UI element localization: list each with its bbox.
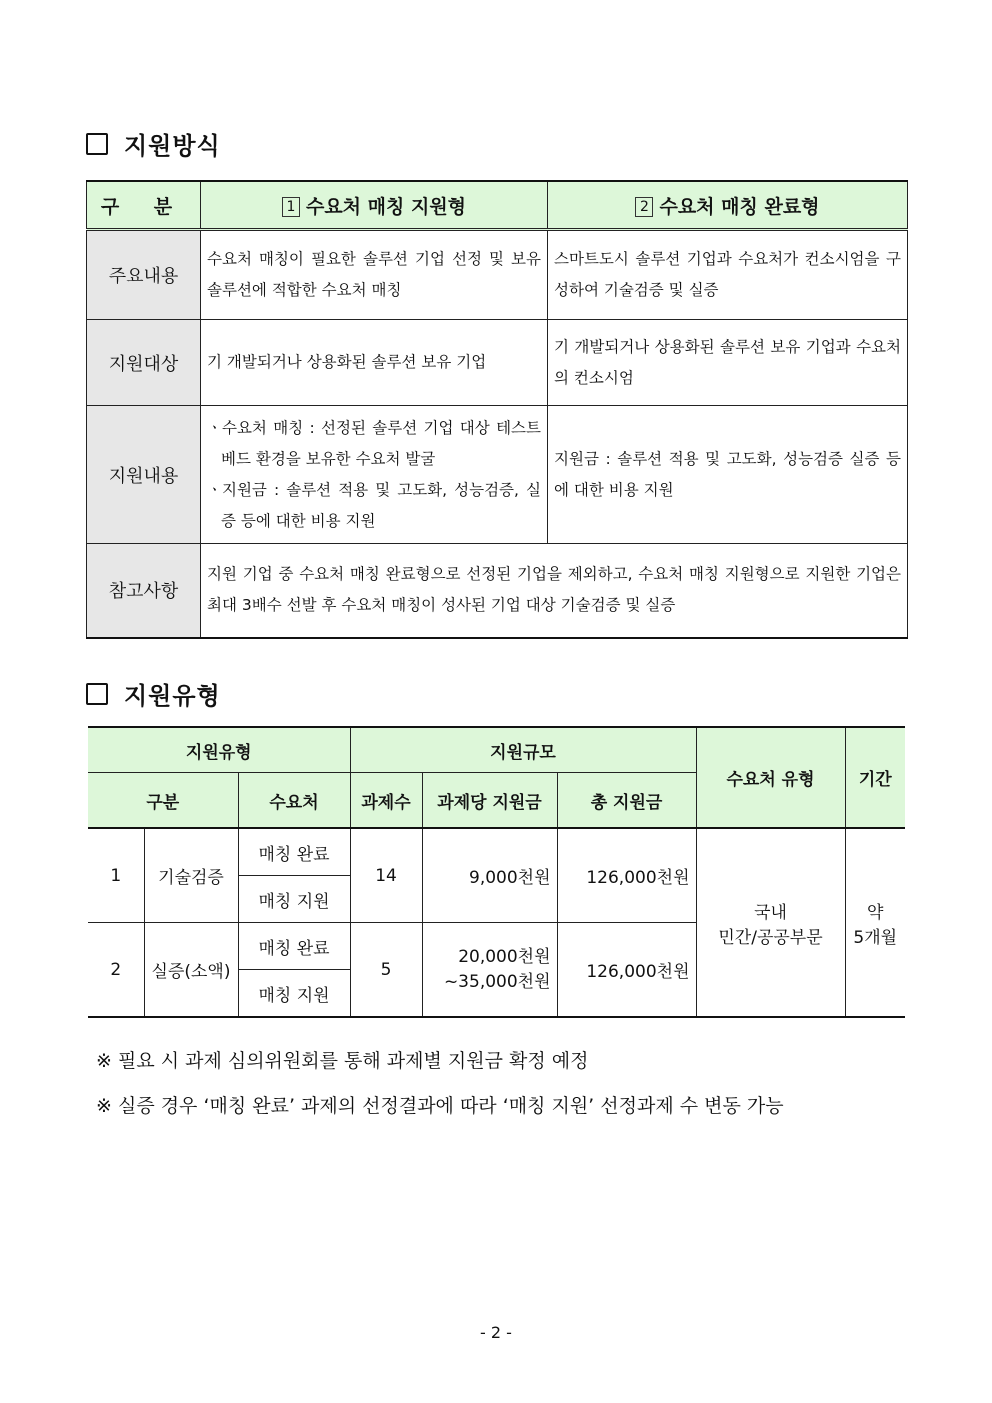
row-category: 실증(소액)	[144, 923, 238, 1018]
row-label: 지원내용	[87, 406, 201, 544]
section-heading-support-method	[86, 126, 221, 161]
header-category: 구분	[88, 773, 238, 829]
row-total: 126,000천원	[557, 923, 696, 1018]
period-value	[845, 828, 905, 1017]
note: ※ 필요 시 과제 심의위원회를 통해 과제별 지원금 확정 예정	[96, 1050, 589, 1072]
row-label: 주요내용	[87, 230, 201, 320]
bullet-item: ㆍ지원금 : 솔루션 적용 및 고도화, 성능검증, 실증 등에 대한 비용 지원	[207, 480, 541, 530]
demand-type-line: 민간/공공부문	[718, 927, 823, 948]
header-demand-type: 수요처 유형	[696, 727, 845, 828]
row-label: 지원대상	[87, 320, 201, 406]
row-number: 1	[88, 828, 144, 923]
section-title: 지원방식	[124, 132, 221, 160]
table-row	[87, 544, 908, 638]
support-type-table	[88, 726, 905, 1018]
section-title: 지원유형	[124, 682, 221, 710]
cell-col2: 스마트도시 솔루션 기업과 수요처가 컨소시엄을 구성하여 기술검증 및 실증	[548, 230, 908, 320]
table-row	[87, 406, 908, 544]
row-per-task: 9,000천원	[422, 828, 557, 923]
demand-type-value	[696, 828, 845, 1017]
row-total: 126,000천원	[557, 828, 696, 923]
page-number: - 2 -	[480, 1323, 512, 1342]
cell-merged: 지원 기업 중 수요처 매칭 완료형으로 선정된 기업을 제외하고, 수요처 매칭 지원형으로 지원한 기업은 최대 3배수 선발 후 수요처 매칭이 성사된 기업 대상 기술검증 및 실증	[201, 544, 908, 638]
row-sub: 매칭 완료	[238, 923, 350, 970]
row-per-task	[422, 923, 557, 1018]
period-line: 5개월	[853, 927, 898, 948]
cell-col1: 기 개발되거나 상용화된 솔루션 보유 기업	[201, 320, 548, 406]
per-task-line: 20,000천원	[458, 946, 551, 967]
section-heading-support-type	[86, 676, 221, 711]
row-sub: 매칭 지원	[238, 876, 350, 923]
header-label: 구 분	[87, 181, 201, 230]
number-box-icon: 1	[282, 197, 300, 217]
period-line: 약	[867, 902, 884, 923]
header-per-task: 과제당 지원금	[422, 773, 557, 829]
demand-type-line: 국내	[754, 902, 787, 923]
cell-col2: 지원금 : 솔루션 적용 및 고도화, 성능검증 실증 등에 대한 비용 지원	[548, 406, 908, 544]
checkbox-square-icon	[86, 133, 108, 155]
cell-col2: 기 개발되거나 상용화된 솔루션 보유 기업과 수요처의 컨소시엄	[548, 320, 908, 406]
table-header-row	[88, 727, 905, 773]
per-task-line: ~35,000천원	[443, 971, 551, 992]
row-task-count: 5	[350, 923, 422, 1018]
checkbox-square-icon	[86, 683, 108, 705]
cell-col1: 수요처 매칭이 필요한 솔루션 기업 선정 및 보유 솔루션에 적합한 수요처 매칭	[201, 230, 548, 320]
row-sub: 매칭 지원	[238, 970, 350, 1018]
row-number: 2	[88, 923, 144, 1018]
bullet-item: ㆍ수요처 매칭 : 선정된 솔루션 기업 대상 테스트베드 환경을 보유한 수요처 발굴	[207, 418, 541, 468]
row-sub: 매칭 완료	[238, 828, 350, 876]
number-box-icon: 2	[635, 197, 653, 217]
note: ※ 실증 경우 ‘매칭 완료’ 과제의 선정결과에 따라 ‘매칭 지원’ 선정과제 수 변동 가능	[96, 1095, 784, 1117]
table-header-row	[87, 181, 908, 230]
header-col1-text: 수요처 매칭 지원형	[305, 195, 467, 218]
header-support-scale: 지원규모	[350, 727, 696, 773]
header-col1	[201, 181, 548, 230]
table-row	[87, 230, 908, 320]
table-row	[88, 828, 905, 876]
header-support-type: 지원유형	[88, 727, 350, 773]
row-task-count: 14	[350, 828, 422, 923]
cell-col1	[201, 406, 548, 544]
row-label: 참고사항	[87, 544, 201, 638]
header-period: 기간	[845, 727, 905, 828]
table-row	[87, 320, 908, 406]
header-demand: 수요처	[238, 773, 350, 829]
support-method-table	[86, 180, 908, 639]
header-task-count: 과제수	[350, 773, 422, 829]
header-col2-text: 수요처 매칭 완료형	[659, 195, 820, 218]
row-category: 기술검증	[144, 828, 238, 923]
header-col2	[548, 181, 908, 230]
header-total: 총 지원금	[557, 773, 696, 829]
